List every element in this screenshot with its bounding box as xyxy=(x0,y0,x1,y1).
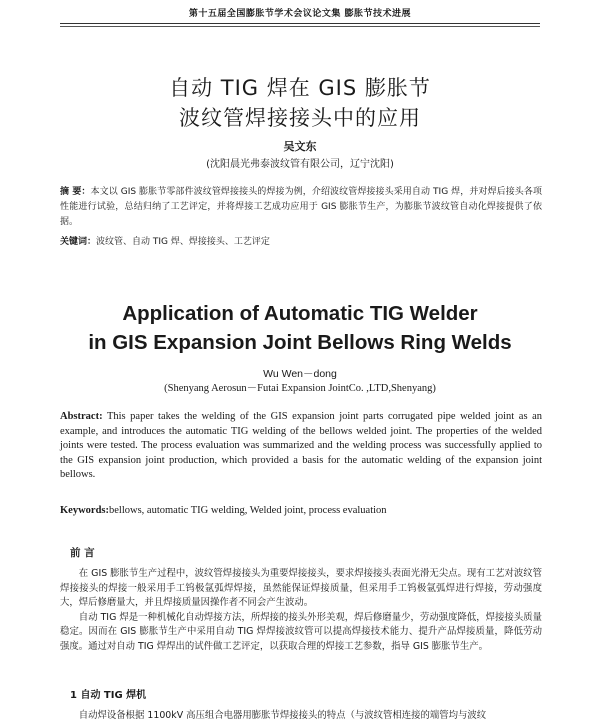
chinese-title-line-2: 波纹管焊接接头中的应用 xyxy=(179,106,421,130)
chinese-keywords-label: 关键词： xyxy=(60,237,97,247)
chinese-keywords xyxy=(60,234,542,247)
english-abstract xyxy=(60,410,542,483)
chinese-abstract-label: 摘 要： xyxy=(60,187,91,197)
chinese-affiliation: (沈阳晨光弗泰波纹管有限公司，辽宁沈阳) xyxy=(206,159,394,170)
english-keywords-text: bellows, automatic TIG welding, Welded joint, process evaluation xyxy=(109,505,387,516)
english-keywords-label: Keywords: xyxy=(60,505,109,516)
body-paragraph-3: 自动焊设备根据 1100kV 高压组合电器用膨胀节焊接接头的特点（与波纹管相连接的端管均与波纹 xyxy=(78,710,487,721)
chinese-abstract xyxy=(60,185,542,230)
chinese-author: 吴文东 xyxy=(283,140,317,153)
subsection-heading-1: 1 自动 TIG 焊机 xyxy=(70,690,147,701)
body-paragraph-1: 在 GIS 膨胀节生产过程中，波纹管焊接接头为重要焊接接头，要求焊接接头表面光滑无尖点。现有工艺对波纹管焊接接头的焊接一般采用手工钨极氩弧焊焊接，虽然能保证焊接质量，但采用手工钨极氩弧焊进行焊接，劳动强度大，焊后修磨量大，并且焊接质量因操作者不同会产生波动。 xyxy=(60,568,542,609)
preface-body xyxy=(60,567,542,655)
body-paragraph-2: 自动 TIG 焊是一种机械化自动焊接方法，所焊接的接头外形美观，焊后修磨量少，劳动强度降低，焊接接头质量稳定。因而在 GIS 膨胀节生产中采用自动 TIG 焊焊接波纹管可以提高焊接技术能力、提升产品焊接质量，降低劳动强度。通过对自动 TIG 焊焊出的试件做工艺评定，以获取合理的焊接工艺参数，指导 GIS 膨胀节生产。 xyxy=(60,611,542,652)
english-title-line-1: Application of Automatic TIG Welder xyxy=(122,302,478,325)
english-abstract-text: This paper takes the welding of the GIS expansion joint parts corrugated pipe welded joint as an example, and introduces the automatic TIG welding of the bellows welded joint. The properties of the welded joints were tested. The process evaluation was summarized and the welding process was successfully applied to the GIS expansion joint production, which provided a basis for the automatic welding of the expansion joint bellows. xyxy=(60,411,542,480)
english-keywords xyxy=(60,505,542,516)
chinese-abstract-text: 本文以 GIS 膨胀节零部件波纹管焊接接头的焊接为例，介绍波纹管焊接接头采用自动 TIG 焊，并对焊后接头各项性能进行试验，总结归纳了工艺评定，并将焊接工艺成功应用于 GIS 膨胀节生产，为膨胀节波纹管自动化焊接提供了依据。 xyxy=(60,187,542,227)
english-abstract-label: Abstract: xyxy=(60,411,103,422)
chinese-title-line-1: 自动 TIG 焊在 GIS 膨胀节 xyxy=(169,76,431,100)
running-head: 第十五届全国膨胀节学术会议论文集 膨胀节技术进展 xyxy=(188,9,412,19)
english-title-line-2: in GIS Expansion Joint Bellows Ring Welds xyxy=(88,331,512,354)
english-affiliation: (Shenyang Aerosun－Futai Expansion JointCo. ,LTD,Shenyang) xyxy=(164,383,436,394)
section-heading-preface: 前 言 xyxy=(70,547,95,559)
chinese-keywords-text: 波纹管、自动 TIG 焊、焊接接头、工艺评定 xyxy=(96,237,270,247)
english-author: Wu Wen－dong xyxy=(263,368,337,380)
header-rule xyxy=(60,23,540,27)
